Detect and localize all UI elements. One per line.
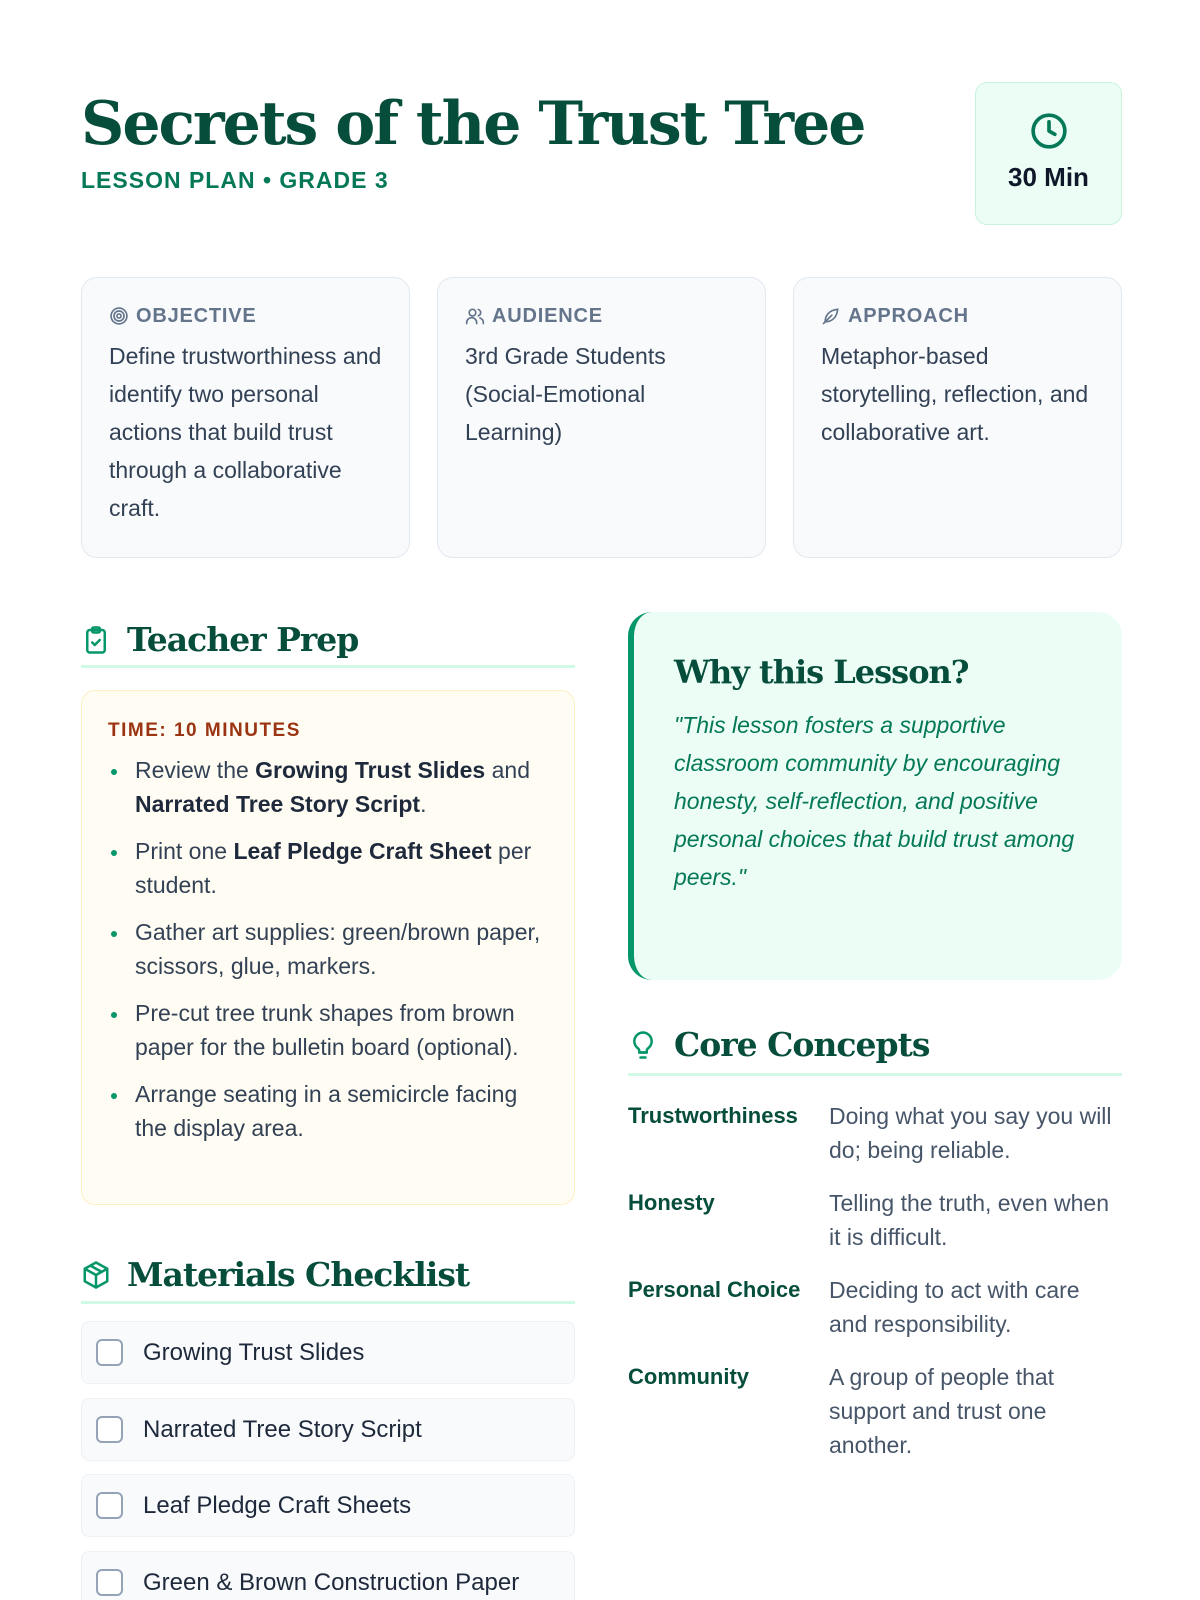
checkbox[interactable] bbox=[96, 1492, 123, 1519]
concept-definition: Telling the truth, even when it is difficult. bbox=[829, 1190, 1110, 1250]
objective-card bbox=[81, 277, 410, 558]
checklist-item[interactable] bbox=[81, 1474, 575, 1537]
approach-label: APPROACH bbox=[848, 305, 969, 327]
checklist-item[interactable] bbox=[81, 1551, 575, 1600]
audience-label: AUDIENCE bbox=[492, 305, 603, 327]
core-concepts-heading bbox=[628, 1016, 1122, 1076]
concept-row bbox=[628, 1273, 1122, 1341]
concept-definition: Doing what you say you will do; being reliable. bbox=[829, 1103, 1112, 1163]
duration-text: 30 Min bbox=[1008, 162, 1089, 192]
package-icon bbox=[81, 1259, 111, 1291]
checklist-label: Growing Trust Slides bbox=[143, 1338, 365, 1366]
concept-definition: Deciding to act with care and responsibility. bbox=[829, 1277, 1080, 1337]
clipboard-check-icon bbox=[81, 624, 111, 656]
why-title: Why this Lesson? bbox=[674, 653, 969, 691]
objective-text: Define trustworthiness and identify two personal actions that build trust through a collaborative craft. bbox=[109, 343, 382, 521]
concept-definition: A group of people that support and trust one another. bbox=[829, 1364, 1055, 1458]
checklist-label: Leaf Pledge Craft Sheets bbox=[143, 1491, 412, 1519]
prep-item: Review the Growing Trust Slides and Narrated Tree Story Script. bbox=[108, 753, 548, 821]
users-icon bbox=[465, 306, 485, 326]
materials-heading bbox=[81, 1248, 575, 1304]
concepts-list bbox=[628, 1099, 1122, 1481]
prep-item: Pre-cut tree trunk shapes from brown paper for the bulletin board (optional). bbox=[108, 996, 548, 1064]
checklist-item[interactable] bbox=[81, 1398, 575, 1461]
objective-label: OBJECTIVE bbox=[136, 305, 257, 327]
checklist-item[interactable] bbox=[81, 1321, 575, 1384]
teacher-prep-title: Teacher Prep bbox=[127, 619, 359, 659]
prep-list bbox=[108, 753, 548, 1145]
audience-text: 3rd Grade Students (Social-Emotional Learning) bbox=[465, 343, 666, 445]
concept-term: Community bbox=[628, 1364, 749, 1389]
leaf-icon bbox=[821, 306, 841, 326]
concept-term: Honesty bbox=[628, 1190, 715, 1215]
audience-card bbox=[437, 277, 766, 558]
target-icon bbox=[109, 306, 129, 326]
page-subtitle: LESSON PLAN • GRADE 3 bbox=[81, 167, 389, 193]
approach-text: Metaphor-based storytelling, reflection, and collaborative art. bbox=[821, 343, 1089, 445]
materials-title: Materials Checklist bbox=[127, 1254, 470, 1294]
info-cards bbox=[81, 277, 1122, 558]
duration-badge bbox=[975, 82, 1122, 225]
prep-item: Print one Leaf Pledge Craft Sheet per student. bbox=[108, 834, 548, 902]
concept-row bbox=[628, 1360, 1122, 1462]
checkbox[interactable] bbox=[96, 1339, 123, 1366]
prep-item: Gather art supplies: green/brown paper, scissors, glue, markers. bbox=[108, 915, 548, 983]
concept-term: Personal Choice bbox=[628, 1277, 801, 1302]
checkbox[interactable] bbox=[96, 1569, 123, 1596]
teacher-prep-heading bbox=[81, 614, 575, 668]
why-quote: "This lesson fosters a supportive classroom community by encouraging honesty, self-reflection, and positive personal choices that build trust among peers." bbox=[674, 712, 1075, 890]
prep-time-label: TIME: 10 MINUTES bbox=[108, 720, 301, 741]
approach-card bbox=[793, 277, 1122, 558]
clock-icon bbox=[1029, 111, 1069, 151]
concept-row bbox=[628, 1186, 1122, 1254]
checklist-label: Green & Brown Construction Paper bbox=[143, 1568, 520, 1596]
core-concepts-title: Core Concepts bbox=[674, 1024, 930, 1064]
checklist-label: Narrated Tree Story Script bbox=[143, 1415, 422, 1443]
concept-term: Trustworthiness bbox=[628, 1103, 798, 1128]
page-title: Secrets of the Trust Tree bbox=[81, 89, 865, 159]
checkbox[interactable] bbox=[96, 1416, 123, 1443]
lesson-header bbox=[81, 82, 1122, 225]
prep-item: Arrange seating in a semicircle facing the display area. bbox=[108, 1077, 548, 1145]
concept-row bbox=[628, 1099, 1122, 1167]
why-lesson-callout bbox=[628, 612, 1122, 980]
teacher-prep-box bbox=[81, 690, 575, 1205]
lightbulb-icon bbox=[628, 1028, 658, 1062]
